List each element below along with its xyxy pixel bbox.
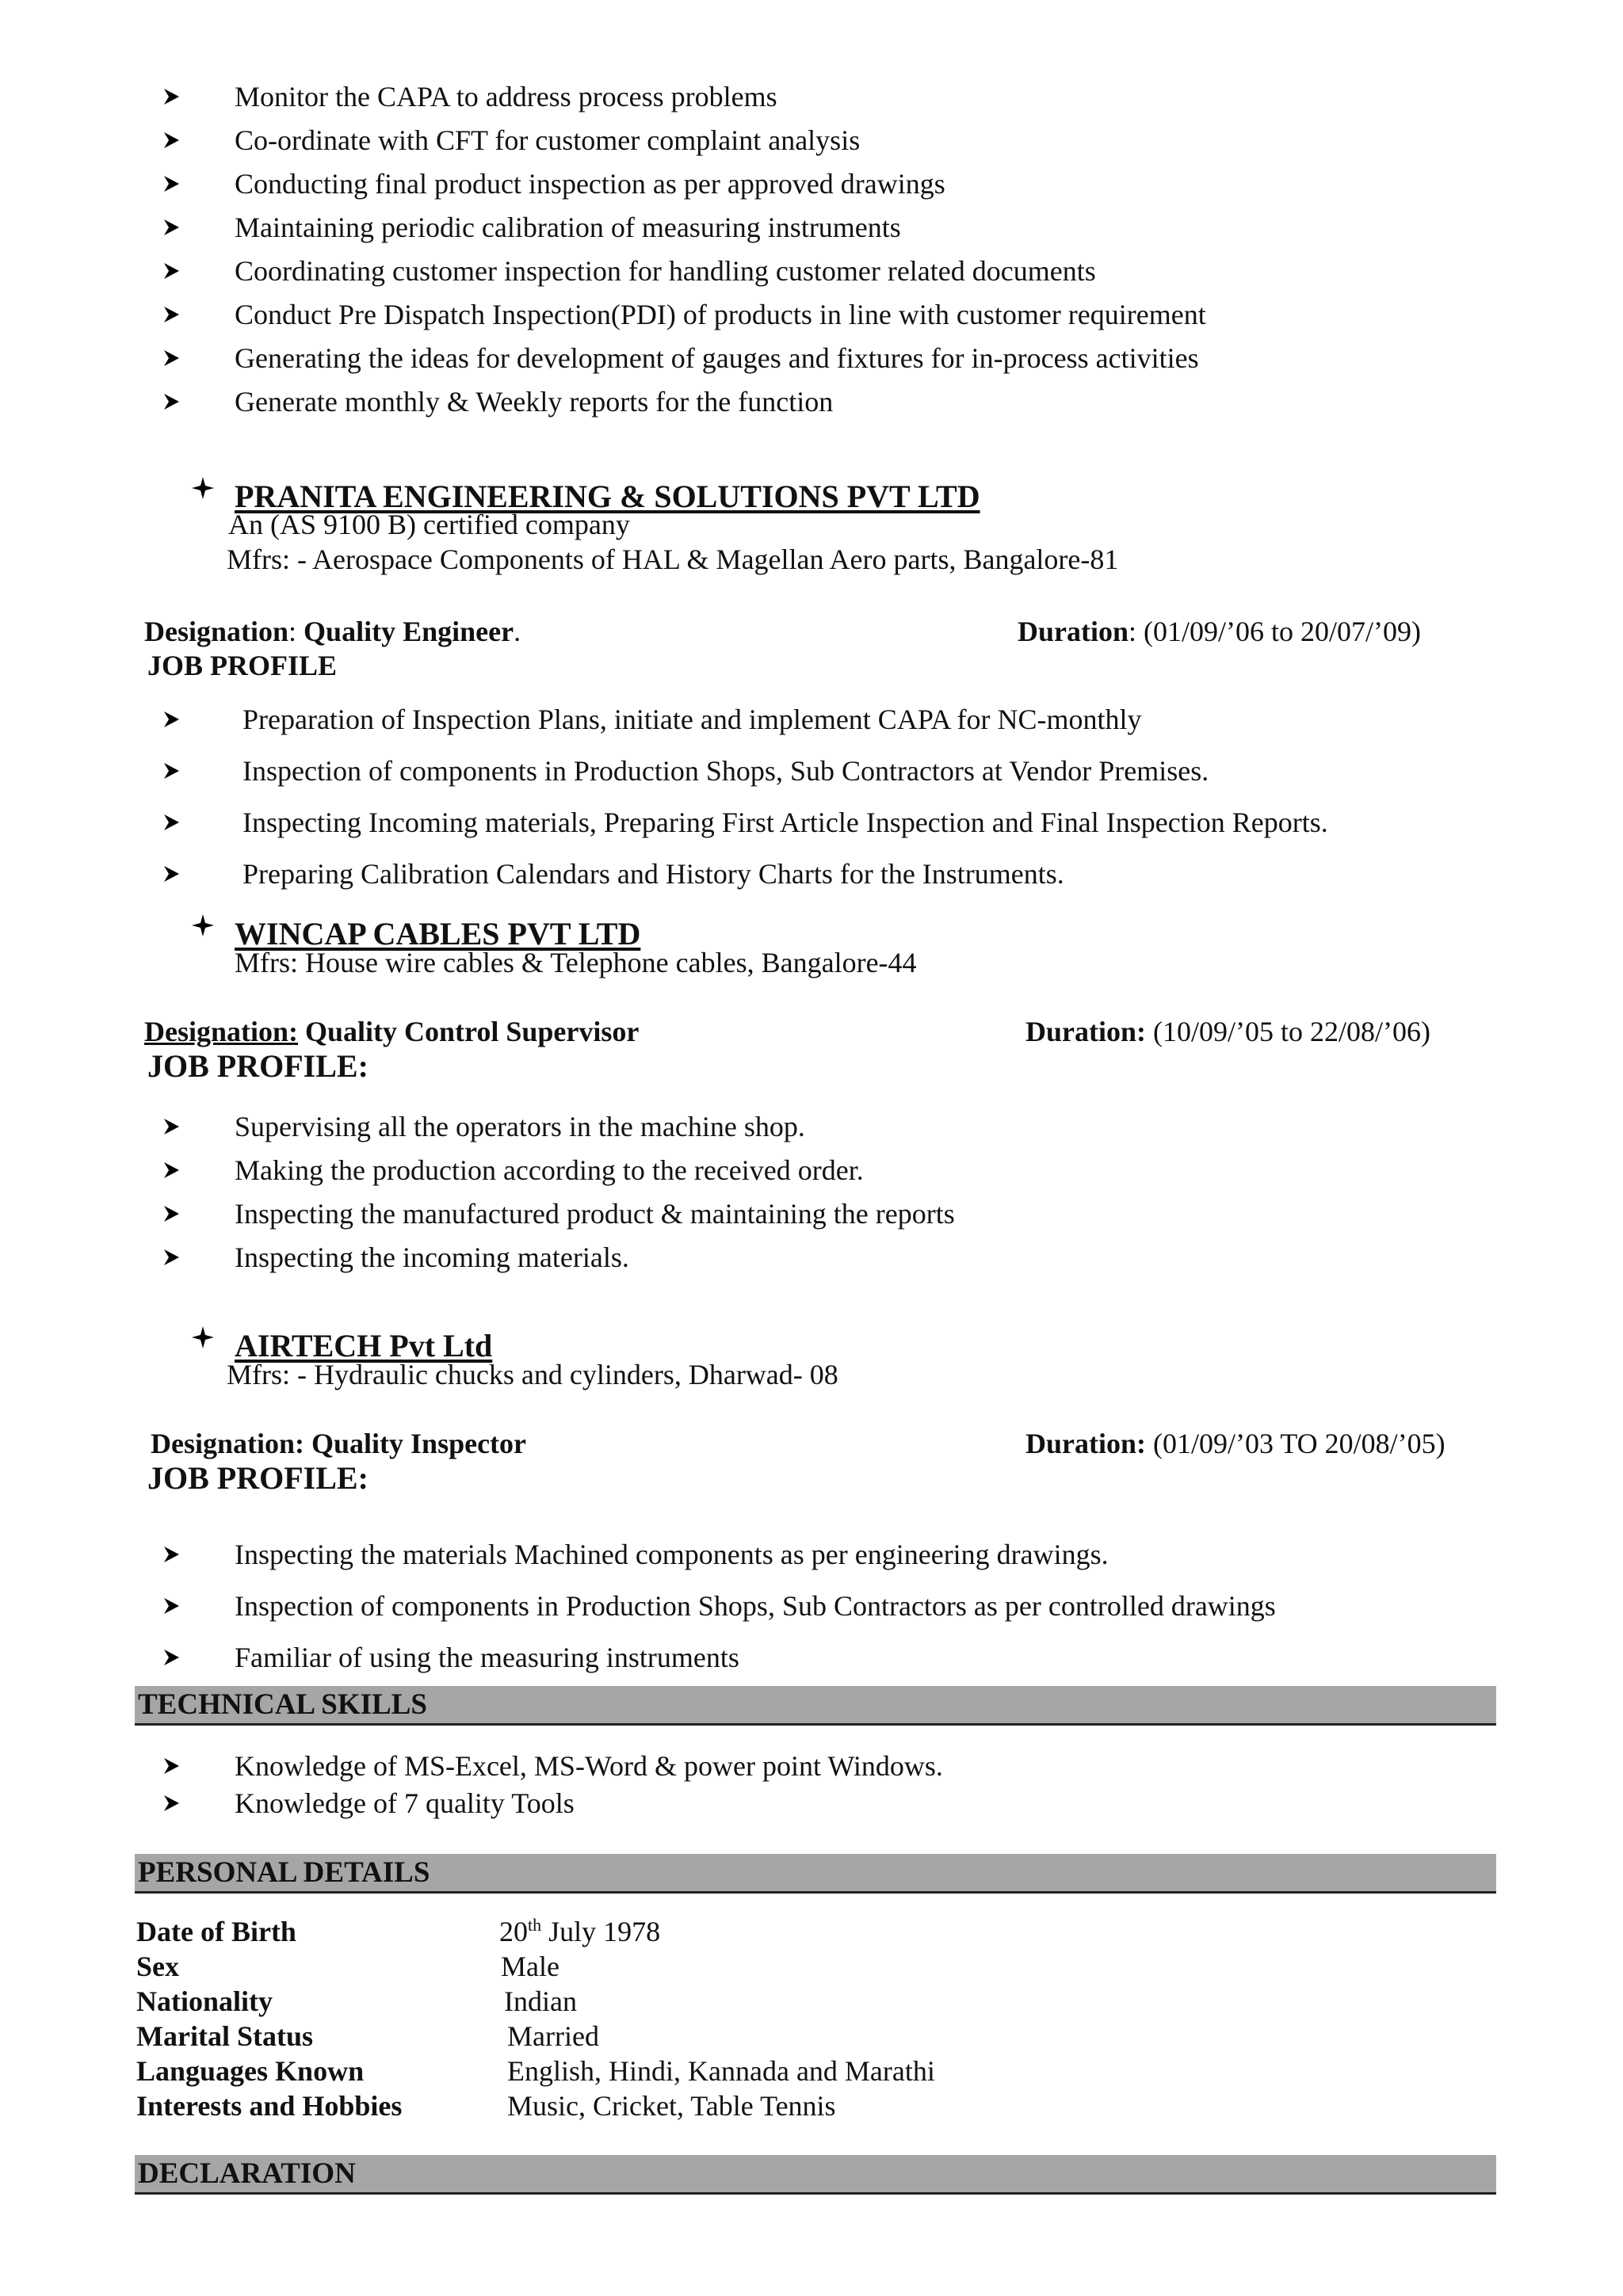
list-item (162, 1589, 1509, 1623)
company-name: AIRTECH Pvt Ltd (235, 1328, 493, 1363)
duration (1025, 1426, 1445, 1461)
list-item (162, 1240, 1509, 1275)
list-item (162, 1196, 1509, 1231)
list-item (162, 1153, 1509, 1188)
list-item (162, 856, 1509, 891)
arrow-bullet-icon (162, 1786, 190, 1821)
bullet-text: Co-ordinate with CFT for customer complaint analysis (235, 124, 861, 156)
arrow-bullet-icon (162, 1109, 190, 1144)
designation-label: Designation: (151, 1428, 305, 1459)
designation-label: Designation: (144, 1016, 299, 1047)
duration-label: Duration: (1025, 1428, 1146, 1459)
arrow-bullet-icon (162, 210, 190, 245)
bullet-text: Conduct Pre Dispatch Inspection(PDI) of products in line with customer requirement (235, 299, 1206, 330)
designation: Designation: Quality Engineer. (144, 616, 521, 647)
list-item (162, 123, 1509, 158)
arrow-bullet-icon (162, 166, 190, 201)
interests-value: Music, Cricket, Table Tennis (507, 2090, 836, 2122)
bullet-text: Inspection of components in Production Shops, Sub Contractors at Vendor Premises. (242, 755, 1209, 787)
dob-day: 20 (499, 1916, 528, 1947)
arrow-bullet-icon (162, 1537, 190, 1572)
bullet-text: Coordinating customer inspection for handling customer related documents (235, 255, 1096, 287)
company-manufactures: Mfrs: - Hydraulic chucks and cylinders, Dharwad- 08 (227, 1359, 838, 1390)
job-profile-heading: JOB PROFILE: (147, 1460, 369, 1496)
section-header-technical-skills: TECHNICAL SKILLS (135, 1686, 1496, 1726)
bullet-text: Inspecting the incoming materials. (235, 1241, 629, 1273)
company-certification: An (AS 9100 B) certified company (228, 509, 630, 540)
arrow-bullet-icon (162, 123, 190, 158)
bullet-text: Preparation of Inspection Plans, initiate and implement CAPA for NC-monthly (242, 704, 1142, 735)
list-item (162, 1109, 1509, 1144)
bullet-text: Monitor the CAPA to address process problems (235, 81, 777, 113)
company-name: PRANITA ENGINEERING & SOLUTIONS PVT LTD (235, 479, 980, 514)
bullet-text: Familiar of using the measuring instruments (235, 1642, 739, 1673)
list-item (162, 1640, 1509, 1675)
bullet-text: Preparing Calibration Calendars and History Charts for the Instruments. (242, 858, 1064, 890)
nationality-label: Nationality (136, 1985, 273, 2017)
designation (151, 1426, 526, 1461)
bullet-text: Knowledge of MS-Excel, MS-Word & power point Windows. (235, 1750, 943, 1782)
list-item (162, 210, 1509, 245)
list-item (162, 297, 1509, 332)
dob-month-year: July 1978 (541, 1916, 661, 1947)
list-item (162, 1537, 1509, 1572)
duration (1025, 1014, 1430, 1049)
list-item (162, 79, 1509, 114)
arrow-bullet-icon (162, 1240, 190, 1275)
bullet-text: Generating the ideas for development of gauges and fixtures for in-process activities (235, 342, 1199, 374)
list-item (162, 753, 1509, 788)
company-manufactures: Mfrs: - Aerospace Components of HAL & Magellan Aero parts, Bangalore-81 (227, 543, 1119, 575)
duration-label: Duration: (1025, 1016, 1146, 1047)
diamond-bullet-icon (187, 906, 235, 944)
company-manufactures: Mfrs: House wire cables & Telephone cables, Bangalore-44 (235, 947, 917, 978)
list-item (162, 166, 1509, 201)
arrow-bullet-icon (162, 1640, 190, 1675)
arrow-bullet-icon (162, 254, 190, 288)
list-item (162, 1749, 1509, 1783)
arrow-bullet-icon (162, 702, 190, 737)
job-profile-heading: JOB PROFILE: (147, 1048, 369, 1084)
job-profile-heading: JOB PROFILE (147, 650, 338, 681)
designation-value: Quality Engineer (304, 616, 514, 647)
section-header-personal-details: PERSONAL DETAILS (135, 1854, 1496, 1894)
arrow-bullet-icon (162, 1589, 190, 1623)
arrow-bullet-icon (162, 384, 190, 419)
marital-status-value: Married (507, 2020, 599, 2052)
dob-ordinal: th (528, 1915, 542, 1935)
list-item (162, 805, 1509, 840)
arrow-bullet-icon (162, 805, 190, 840)
languages-label: Languages Known (136, 2055, 365, 2087)
languages-value: English, Hindi, Kannada and Marathi (507, 2055, 935, 2087)
nationality-value: Indian (504, 1985, 577, 2017)
company-name: WINCAP CABLES PVT LTD (235, 916, 641, 952)
list-item (162, 702, 1509, 737)
bullet-text: Knowledge of 7 quality Tools (235, 1787, 575, 1819)
designation-value: Quality Inspector (311, 1428, 527, 1459)
dob-label: Date of Birth (136, 1916, 296, 1947)
list-item (162, 384, 1509, 419)
duration-value: (10/09/’05 to 22/08/’06) (1153, 1016, 1430, 1047)
dob-value (499, 1914, 660, 1949)
designation-label: Designation (144, 616, 289, 647)
arrow-bullet-icon (162, 297, 190, 332)
arrow-bullet-icon (162, 1196, 190, 1231)
duration-value: (01/09/’06 to 20/07/’09) (1144, 616, 1421, 647)
bullet-text: Inspecting the manufactured product & maintaining the reports (235, 1198, 955, 1230)
arrow-bullet-icon (162, 753, 190, 788)
list-item (162, 1786, 1509, 1821)
interests-label: Interests and Hobbies (136, 2090, 403, 2122)
marital-status-label: Marital Status (136, 2020, 313, 2052)
bullet-text: Making the production according to the received order. (235, 1154, 864, 1186)
section-header-declaration: DECLARATION (135, 2155, 1496, 2195)
list-item (162, 254, 1509, 288)
designation-value: Quality Control Supervisor (305, 1016, 640, 1047)
duration-label: Duration (1018, 616, 1129, 647)
arrow-bullet-icon (162, 1153, 190, 1188)
bullet-text: Supervising all the operators in the machine shop. (235, 1111, 805, 1142)
bullet-text: Maintaining periodic calibration of measuring instruments (235, 212, 901, 243)
arrow-bullet-icon (162, 341, 190, 376)
bullet-text: Generate monthly & Weekly reports for the function (235, 386, 834, 418)
diamond-bullet-icon (187, 469, 235, 507)
diamond-bullet-icon (187, 1318, 235, 1356)
bullet-text: Inspection of components in Production Shops, Sub Contractors as per controlled drawings (235, 1590, 1276, 1622)
bullet-text: Inspecting Incoming materials, Preparing First Article Inspection and Final Inspection Reports. (242, 807, 1328, 838)
arrow-bullet-icon (162, 856, 190, 891)
sex-value: Male (501, 1951, 559, 1982)
duration-value: (01/09/’03 TO 20/08/’05) (1153, 1428, 1445, 1459)
designation (144, 1014, 639, 1049)
bullet-text: Conducting final product inspection as per approved drawings (235, 168, 945, 200)
list-item (162, 341, 1509, 376)
sex-label: Sex (136, 1951, 179, 1982)
arrow-bullet-icon (162, 79, 190, 114)
bullet-text: Inspecting the materials Machined components as per engineering drawings. (235, 1539, 1109, 1570)
arrow-bullet-icon (162, 1749, 190, 1783)
duration: Duration: (01/09/’06 to 20/07/’09) (1018, 616, 1421, 647)
